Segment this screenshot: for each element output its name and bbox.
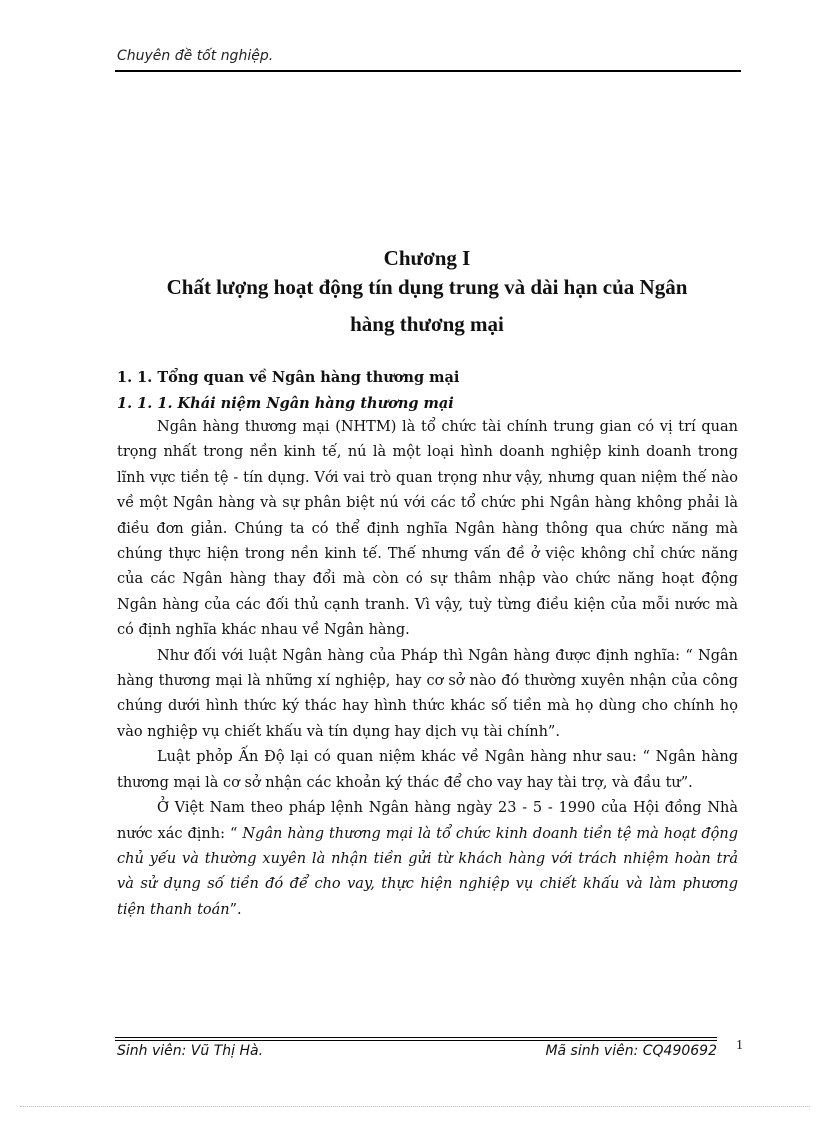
footer-rule-top: [115, 1037, 717, 1038]
chapter-title-line-2: hàng thương mại: [350, 312, 504, 336]
header-rule: [115, 70, 741, 72]
paragraph-4-quote: Ngân hàng thương mại là tổ chức kinh doanh tiền tệ mà hoạt động chủ yếu và thường xuyên là nhận tiền gửi từ khách hàng với trách nhiệm hoàn trả và sử dụng số tiền đó để cho vay, thực hiện nghiệp vụ chiết khấu và làm phương tiện thanh toán: [117, 825, 738, 918]
running-header: Chuyên đề tốt nghiệp.: [117, 48, 274, 64]
footer-student-name: Sinh viên: Vũ Thị Hà.: [117, 1043, 264, 1059]
paragraph-4-tail: ”.: [229, 901, 242, 918]
body-text: [117, 415, 738, 923]
paragraph-4: [117, 796, 738, 923]
footer-student-id: Mã sinh viên: CQ490692: [545, 1043, 717, 1059]
paragraph-4-lead: Ở Việt Nam theo pháp lệnh Ngân hàng ngày 23 - 5 - 1990 của Hội đồng Nhà nước xác định: “: [117, 800, 738, 842]
paragraph-3: Luật phỏp Ấn Độ lại có quan niệm khác về Ngân hàng như sau: “ Ngân hàng thương mại là cơ sở nhận các khoản ký thác để cho vay hay tài trợ, và đầu tư”.: [117, 749, 738, 791]
page-bottom-border: [20, 1106, 810, 1107]
page-number: 1: [736, 1038, 743, 1053]
footer-rule-bottom: [115, 1040, 717, 1041]
section-heading-1-1-1: 1. 1. 1. Khái niệm Ngân hàng thương mại: [117, 395, 454, 412]
paragraph-1: Ngân hàng thương mại (NHTM) là tổ chức tài chính trung gian có vị trí quan trọng nhất trong nền kinh tế, nú là một loại hình doanh nghiệp kinh doanh trong lĩnh vực tiền tệ - tín dụng. Với vai trò quan trọng như vậy, nhưng quan niệm thế nào về một Ngân hàng và sự phân biệt nú với các tổ chức phi Ngân hàng không phải là điều đơn giản. Chúng ta có thể định nghĩa Ngân hàng thông qua chức năng mà chúng thực hiện trong nền kinh tế. Thế nhưng vấn đề ở việc không chỉ chức năng của các Ngân hàng thay đổi mà còn có sự thâm nhập vào chức năng hoạt động Ngân hàng của các đối thủ cạnh tranh. Vì vậy, tuỳ từng điều kiện của mỗi nước mà có định nghĩa khác nhau về Ngân hàng.: [117, 419, 738, 639]
paragraph-2: Như đối với luật Ngân hàng của Pháp thì Ngân hàng được định nghĩa: “ Ngân hàng thương mại là những xí nghiệp, hay cơ sở nào đó thường xuyên nhận của công chúng dưới hình thức ký thác hay hình thức khác số tiền mà họ dùng cho chính họ vào nghiệp vụ chiết khấu và tín dụng hay dịch vụ tài chính”.: [117, 647, 738, 740]
chapter-number: Chương I: [383, 246, 471, 270]
chapter-title-line-1: Chất lượng hoạt động tín dụng trung và dài hạn của Ngân: [166, 275, 688, 299]
section-heading-1-1: 1. 1. Tổng quan về Ngân hàng thương mại: [117, 369, 460, 386]
